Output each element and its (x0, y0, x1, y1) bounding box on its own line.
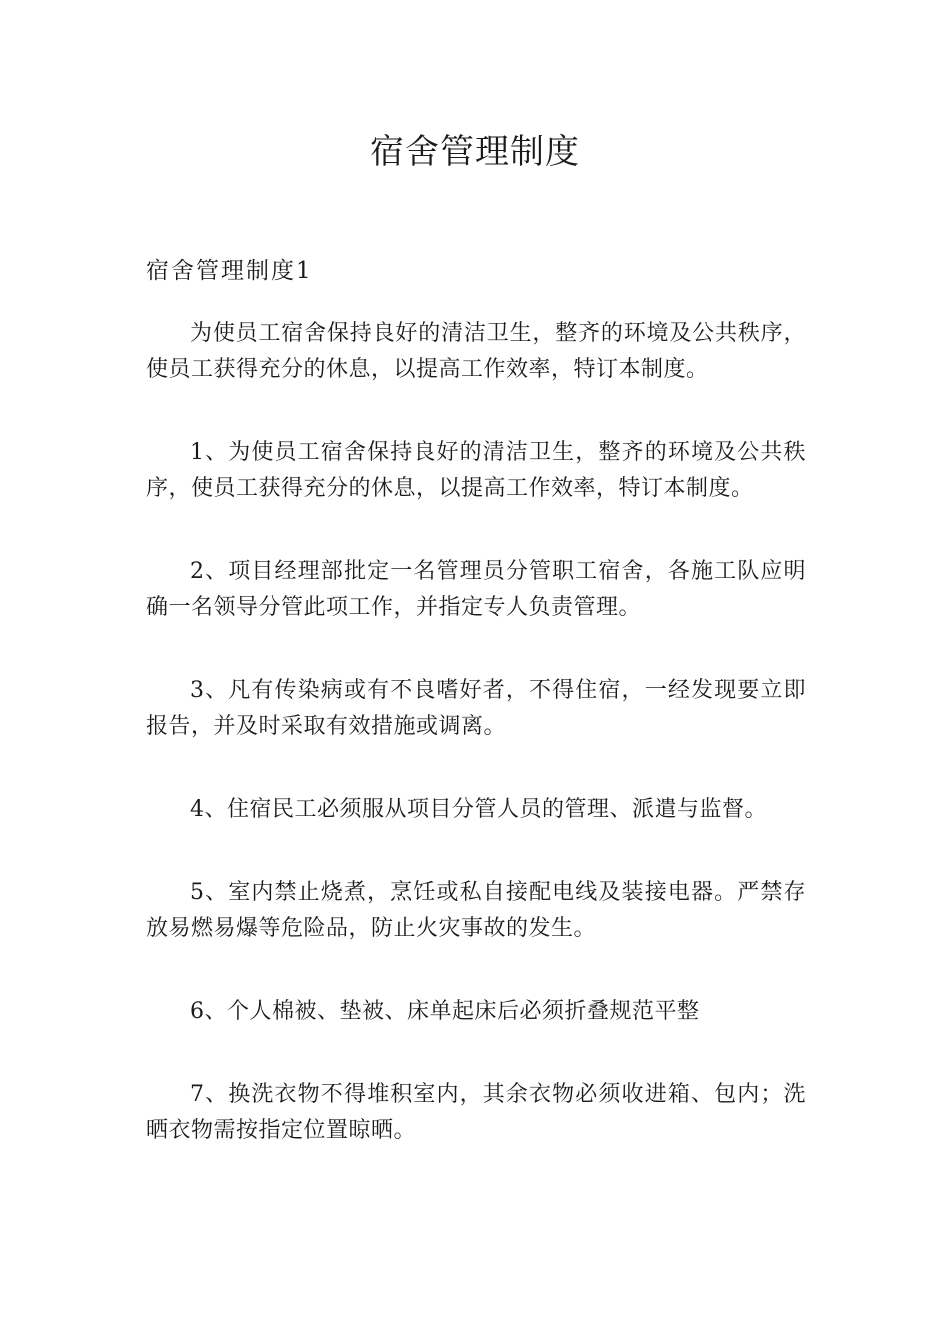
rule-paragraph-4: 4、住宿民工必须服从项目分管人员的管理、派遣与监督。 (190, 797, 767, 822)
rule-paragraph-6: 6、个人棉被、垫被、床单起床后必须折叠规范平整 (190, 999, 700, 1024)
rule-paragraph-5: 5、室内禁止烧煮，烹饪或私自接配电线及装接电器。严禁存放易燃易爆等危险品，防止火灾事故的发生。 (146, 880, 806, 941)
rule-paragraph-7: 7、换洗衣物不得堆积室内，其余衣物必须收进箱、包内；洗晒衣物需按指定位置晾晒。 (146, 1082, 806, 1143)
document-body (146, 316, 806, 1196)
rule-paragraph-1: 1、为使员工宿舍保持良好的清洁卫生，整齐的环境及公共秩序，使员工获得充分的休息，以提高工作效率，特订本制度。 (146, 440, 806, 501)
rule-paragraph-2: 2、项目经理部批定一名管理员分管职工宿舍，各施工队应明确一名领导分管此项工作，并指定专人负责管理。 (146, 559, 806, 620)
section-heading: 宿舍管理制度1 (146, 258, 313, 284)
rule-paragraph-3: 3、凡有传染病或有不良嗜好者，不得住宿，一经发现要立即报告，并及时采取有效措施或调离。 (146, 678, 806, 739)
intro-paragraph: 为使员工宿舍保持良好的清洁卫生，整齐的环境及公共秩序，使员工获得充分的休息，以提高工作效率，特订本制度。 (146, 321, 806, 382)
document-title: 宿舍管理制度 (370, 132, 580, 172)
